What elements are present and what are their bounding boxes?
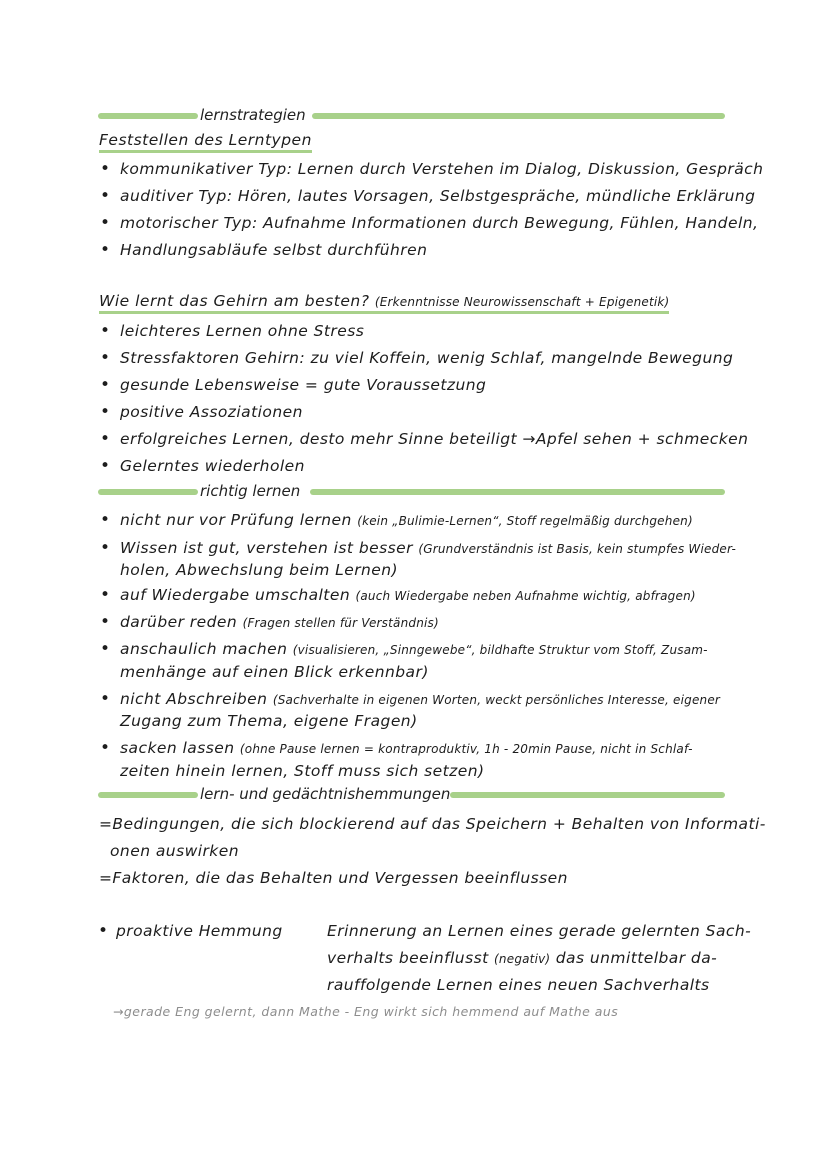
list-item	[99, 609, 439, 637]
desc-text: verhalts beeinflusst	[327, 949, 489, 967]
bullet: •	[100, 639, 111, 659]
definition-2: =Faktoren, die das Behalten und Vergessen beeinflussen	[99, 869, 568, 887]
item-note: (auch Wiedergabe neben Aufnahme wichtig, abfragen)	[355, 589, 696, 603]
item-main: auf Wiedergabe umschalten	[120, 586, 351, 604]
section-bar-left	[98, 792, 198, 798]
item-continuation: holen, Abwechslung beim Lernen)	[120, 561, 399, 579]
bullet: •	[100, 585, 111, 605]
section-bar-left	[98, 113, 198, 119]
item-main: sacken lassen	[120, 739, 235, 757]
definition-1: =Bedingungen, die sich blockierend auf das Speichern + Behalten von Informati-	[99, 815, 766, 833]
bullet: •	[100, 538, 111, 558]
gehirn-heading-note: (Erkenntnisse Neurowissenschaft + Epigenetik)	[374, 295, 670, 309]
item-note: (ohne Pause lernen = kontraproduktiv, 1h - 20min Pause, nicht in Schlaf-	[239, 742, 693, 756]
section-header-richtig-lernen	[98, 480, 725, 502]
gehirn-heading-underline	[99, 292, 669, 314]
lerntypen-heading-text: Feststellen des Lerntypen	[99, 131, 312, 153]
example-note: →gerade Eng gelernt, dann Mathe - Eng wirkt sich hemmend auf Mathe aus	[113, 1004, 619, 1019]
item-note: (kein „Bulimie-Lernen“, Stoff regelmäßig durchgehen)	[357, 514, 693, 528]
list-item-continuation	[99, 237, 739, 264]
section-bar-right	[450, 792, 725, 798]
item-main: nicht Abschreiben	[120, 690, 268, 708]
richtig-lernen-list	[99, 507, 739, 535]
definition-1-continuation: onen auswirken	[110, 842, 239, 860]
item-main: nicht nur vor Prüfung lernen	[120, 511, 352, 529]
desc-text: das unmittelbar da-	[555, 949, 718, 967]
lerntypen-heading	[99, 131, 312, 149]
desc-note: (negativ)	[494, 952, 551, 966]
list-item: • Stressfaktoren Gehirn: zu viel Koffein, wenig Schlaf, mangelnde Bewegung	[99, 345, 739, 372]
item-note: (Sachverhalte in eigenen Worten, weckt persönliches Interesse, eigener	[272, 693, 721, 707]
item-main: Wissen ist gut, verstehen ist besser	[120, 539, 413, 557]
section-title: richtig lernen	[200, 482, 301, 500]
list-item: • motorischer Typ: Aufnahme Informationen durch Bewegung, Fühlen, Handeln,	[99, 210, 739, 237]
section-header-hemmungen	[98, 783, 725, 805]
list-item: • positive Assoziationen	[99, 399, 739, 426]
item-note: (visualisieren, „Sinngewebe“, bildhafte Struktur vom Stoff, Zusam-	[292, 643, 708, 657]
item-note: (Grundverständnis ist Basis, kein stumpfes Wieder-	[418, 542, 737, 556]
list-item	[99, 582, 696, 610]
item-continuation: Zugang zum Thema, eigene Fragen)	[120, 712, 418, 730]
continuation-text: Handlungsabläufe selbst durchführen	[120, 241, 428, 259]
item-main: darüber reden	[120, 613, 238, 631]
bullet: •	[100, 689, 111, 709]
list-item: • kommunikativer Typ: Lernen durch Verstehen im Dialog, Diskussion, Gespräch	[99, 156, 739, 183]
item-continuation: zeiten hinein lernen, Stoff muss sich setzen)	[120, 762, 485, 780]
bullet: •	[100, 738, 111, 758]
section-title: lern- und gedächtnishemmungen	[200, 785, 451, 803]
lerntypen-list	[99, 156, 764, 264]
item-note: (Fragen stellen für Verständnis)	[242, 616, 439, 630]
section-header-lernstrategien	[98, 104, 725, 126]
section-bar-left	[98, 489, 198, 495]
list-item: • Gelerntes wiederholen	[99, 453, 739, 480]
section-bar-right	[310, 489, 725, 495]
section-bar-right	[312, 113, 725, 119]
list-item: • auditiver Typ: Hören, lautes Vorsagen, Selbstgespräche, mündliche Erklärung	[99, 183, 739, 210]
item-continuation: menhänge auf einen Blick erkennbar)	[120, 663, 429, 681]
list-item: • leichteres Lernen ohne Stress	[99, 318, 739, 345]
bullet: •	[98, 921, 109, 941]
section-title: lernstrategien	[200, 106, 306, 124]
gehirn-heading	[99, 292, 669, 310]
list-item: • gesunde Lebensweise = gute Voraussetzung	[99, 372, 739, 399]
list-item	[99, 507, 739, 535]
term-row	[97, 918, 283, 945]
term-label: proaktive Hemmung	[116, 922, 283, 940]
term-description-line-3: rauffolgende Lernen eines neuen Sachverhalts	[327, 976, 710, 994]
list-item: • erfolgreiches Lernen, desto mehr Sinne beteiligt →Apfel sehen + schmecken	[99, 426, 739, 453]
term-description-line-1: Erinnerung an Lernen eines gerade gelernten Sach-	[327, 922, 752, 940]
gehirn-heading-text: Wie lernt das Gehirn am besten?	[99, 292, 370, 310]
item-main: anschaulich machen	[120, 640, 288, 658]
term-description-line-2	[327, 945, 717, 973]
bullet: •	[100, 612, 111, 632]
gehirn-list	[99, 318, 749, 480]
